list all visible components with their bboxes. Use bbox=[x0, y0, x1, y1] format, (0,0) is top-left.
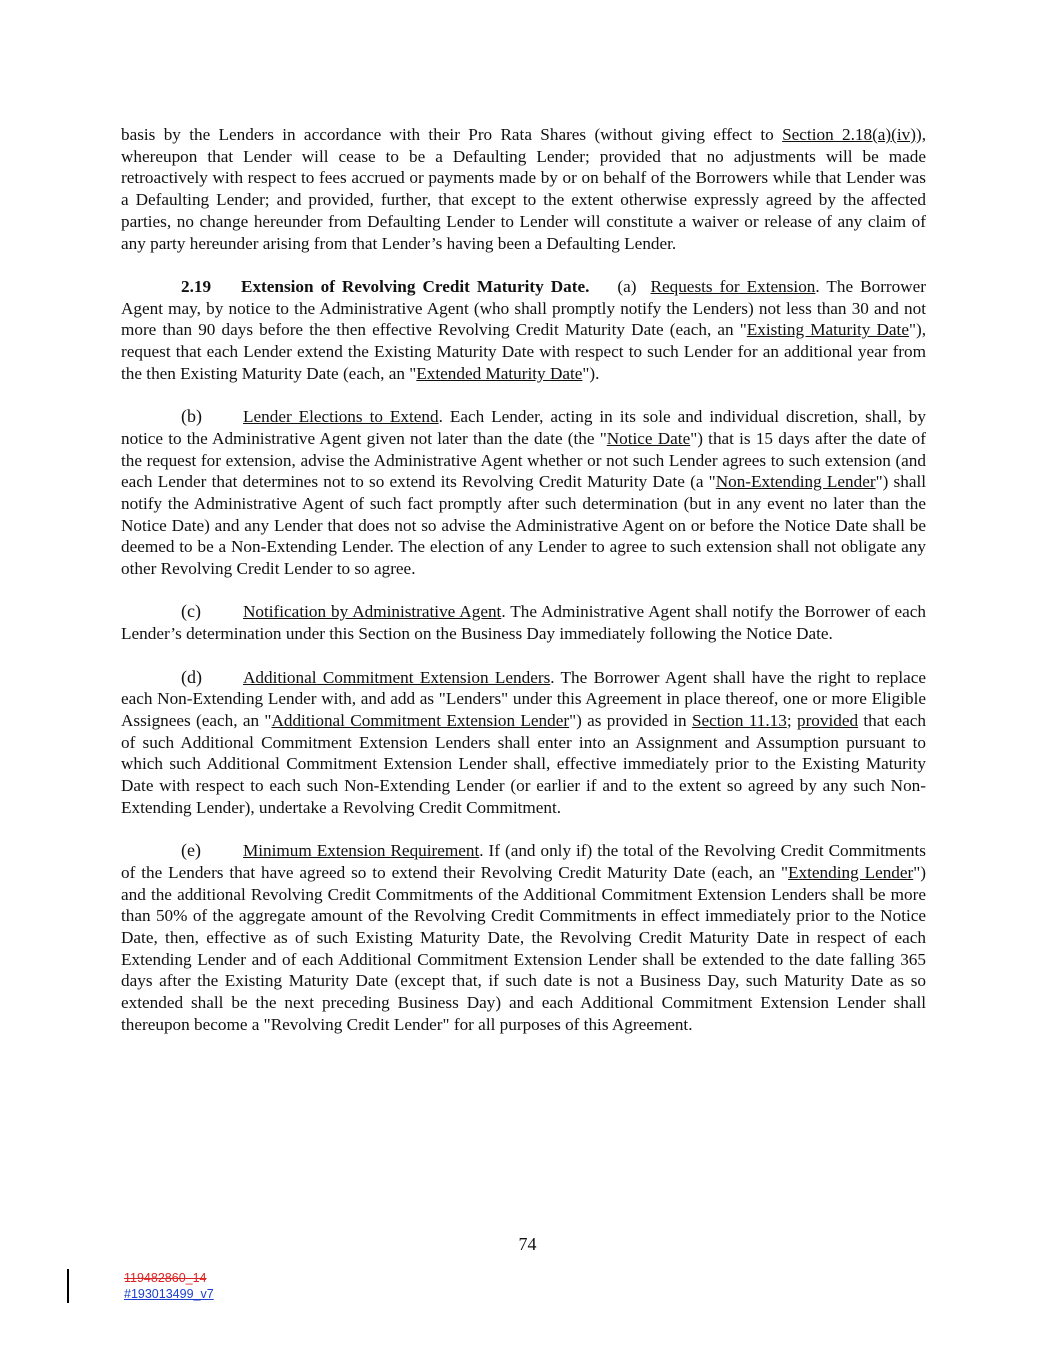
defined-term: Extending Lender bbox=[788, 862, 914, 882]
subsection-title: Requests for Extension bbox=[650, 276, 816, 296]
section-number: 2.19 bbox=[181, 276, 212, 296]
text: "), request that each Lender extend the Existing Maturity Date with respect to such Lender for an additional year from the then Existing Maturity Date (each, an " bbox=[121, 320, 927, 383]
defined-term: Notice Date bbox=[606, 428, 691, 448]
subsection-label: (c) bbox=[181, 601, 201, 622]
text: . Each Lender, acting in its sole and individual discretion, shall, by notice to the Administrative Agent given not later than the date (the " bbox=[121, 407, 926, 448]
text: ") shall notify the Administrative Agent of such fact promptly after such determination (but in any event no later than the Notice Date) and any Lender that does not so advise the Administrative Agent on or before the Notice Date shall be deemed to be a Non-Extending Lender. The election of any Lender to agree to such extension shall not obligate any other Revolving Credit Lender to so agree. bbox=[121, 472, 927, 579]
defined-term: Additional Commitment Extension Lender bbox=[271, 710, 570, 730]
text: ), whereupon that Lender will cease to be a Defaulting Lender; provided that no adjustments will be made retroactively with respect to fees accrued or payments made by or on behalf of the Borrowers while that Lender was a Defaulting Lender; and provided, further, that except to the extent otherwise expressly agreed by the affected parties, no change hereunder from Defaulting Lender to Lender will constitute a waiver or release of any claim of any party hereunder arising from that Lender’s having been a Defaulting Lender. bbox=[121, 125, 926, 253]
subsection-label: (e) bbox=[181, 840, 201, 861]
subsection-b-paragraph bbox=[121, 406, 926, 580]
section-reference-link: Section 11.13 bbox=[691, 710, 787, 730]
document-id-link[interactable]: #193013499_v7 bbox=[124, 1287, 214, 1301]
document-body bbox=[121, 124, 926, 1057]
defined-term: provided bbox=[796, 710, 859, 730]
subsection-label: (b) bbox=[181, 406, 202, 427]
document-id-footer bbox=[124, 1270, 214, 1302]
deleted-document-id: 119482860_14 bbox=[124, 1271, 207, 1285]
defined-term: Existing Maturity Date bbox=[746, 320, 909, 340]
text: . The Administrative Agent shall notify the Borrower of each Lender’s determination under this Section on the Business Day immediately following the Notice Date. bbox=[121, 602, 926, 644]
subsection-title: Notification by Administrative Agent bbox=[243, 602, 502, 622]
paragraph-continuation bbox=[121, 124, 926, 254]
text: . The Borrower Agent may, by notice to the Administrative Agent (who shall promptly notify the Lenders) not less than 30 and not more than 90 days before the then effective Revolving Credit Maturity Date (each, an " bbox=[121, 276, 926, 340]
defined-term: Extended Maturity Date bbox=[416, 363, 583, 383]
text: . The Borrower Agent shall have the right to replace each Non-Extending Lender with, and add as "Lenders" under this Agreement in place thereof, one or more Eligible Assignees (each, an " bbox=[121, 667, 927, 730]
text: that each of such Additional Commitment Extension Lenders shall enter into an Assignment and Assumption pursuant to which such Additional Commitment Extension Lender shall, effective immediately prior to the Existing Maturity Date with respect to each such Non-Extending Lender (or earlier if and to the extent so agreed by any such Non-Extending Lender), undertake a Revolving Credit Commitment. bbox=[121, 710, 926, 817]
page-number: 74 bbox=[518, 1234, 537, 1254]
text: ") that is 15 days after the date of the request for extension, advise the Administrative Agent whether or not such Lender agrees to such extension (and each Lender that determines not to so extend its Revolving Credit Maturity Date (a " bbox=[121, 428, 926, 492]
subsection-c-paragraph bbox=[121, 601, 926, 644]
change-bar bbox=[67, 1269, 69, 1303]
text: ") and the additional Revolving Credit Commitments of the Additional Commitment Extension Lenders shall be more than 50% of the aggregate amount of the Revolving Credit Commitments in effect immediately prior to the Notice Date, then, effective as of such Existing Maturity Date, the Revolving Credit Maturity Date in respect of each Extending Lender and of each Additional Commitment Extension Lender shall be extended to the date falling 365 days after the Existing Maturity Date (except that, if such date is not a Business Day, such Maturity Date as so extended shall be the next preceding Business Day) and each Additional Commitment Extension Lender shall thereupon become a "Revolving Credit Lender" for all purposes of this Agreement. bbox=[121, 862, 926, 1034]
section-2-19-paragraph bbox=[121, 276, 926, 385]
text: "). bbox=[582, 363, 600, 383]
subsection-title: Minimum Extension Requirement bbox=[243, 841, 480, 861]
text: ") as provided in bbox=[569, 710, 692, 730]
section-title: Extension of Revolving Credit Maturity Date. bbox=[241, 276, 590, 296]
subsection-title: Lender Elections to Extend bbox=[243, 407, 439, 427]
text: basis by the Lenders in accordance with their Pro Rata Shares (without giving effect to bbox=[121, 125, 783, 144]
defined-term: Non-Extending Lender bbox=[715, 472, 876, 492]
text: ; bbox=[786, 710, 797, 730]
subsection-d-paragraph bbox=[121, 667, 926, 819]
subsection-label: (d) bbox=[181, 666, 202, 687]
text: . If (and only if) the total of the Revolving Credit Commitments of the Lenders that have agreed so to extend their Revolving Credit Maturity Date (each, an " bbox=[121, 841, 926, 882]
section-reference-link: Section 2.18(a)(iv) bbox=[782, 125, 916, 144]
subsection-e-paragraph bbox=[121, 840, 926, 1035]
subsection-label: (a) bbox=[617, 276, 637, 296]
subsection-title: Additional Commitment Extension Lenders bbox=[243, 667, 551, 687]
